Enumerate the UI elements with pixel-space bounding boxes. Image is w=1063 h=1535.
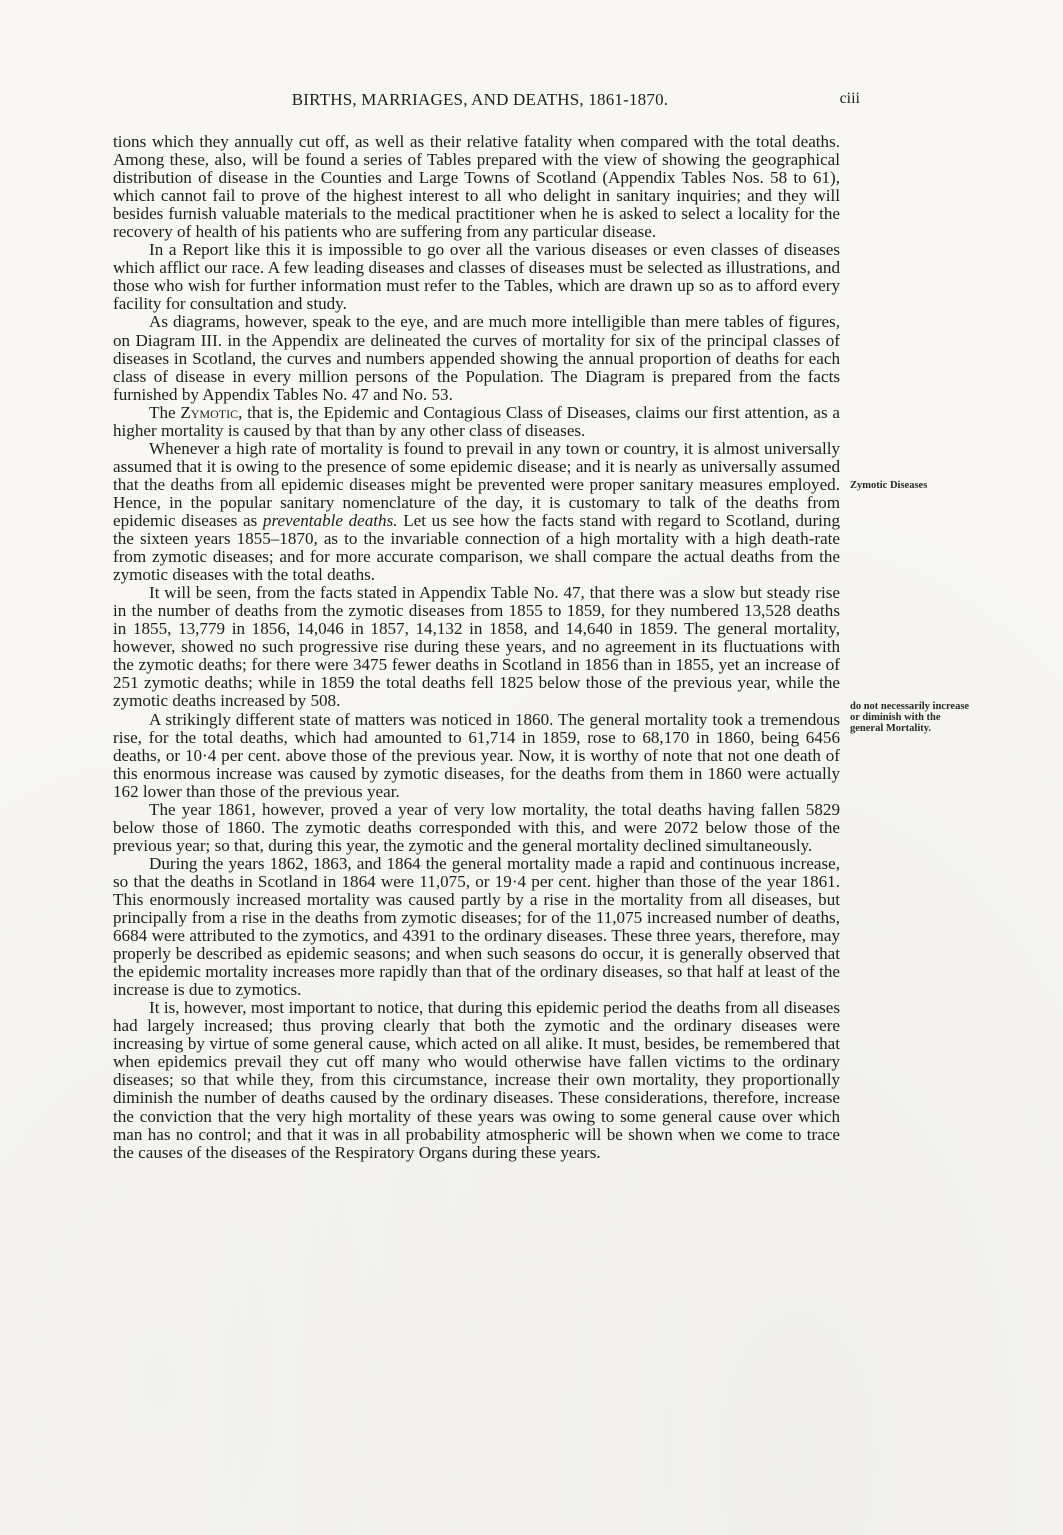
paragraph-4-lead: The: [149, 402, 176, 422]
preventable-deaths-term: preventable deaths.: [262, 510, 398, 530]
page-header: [110, 90, 860, 114]
paragraph-6: It will be seen, from the facts stated in Appendix Table No. 47, that there was a slow but steady rise in the number of deaths from the zymotic diseases from 1855 to 1859, for they numbered 13,528 deaths in 1855, 13,779 in 1856, 14,046 in 1857, 14,132 in 1858, and 14,640 in 1859. The general mortality, however, showed no such progressive rise during these years, and no agreement in its fluctuations with the zymotic deaths; for there were 3475 fewer deaths in Scotland in 1856 than in 1855, yet an increase of 251 zymotic deaths; while in 1859 the total deaths fell 1825 below those of the previous year, while the zymotic deaths increased by 508.: [113, 583, 840, 711]
paragraph-4-rest: , that is, the Epidemic and Contagious Class of Diseases, claims our first attention, as a higher mortality is caused by that than by any other class of diseases.: [113, 402, 840, 440]
paragraph-10: It is, however, most important to notice, that during this epidemic period the deaths from all diseases had largely increased; thus proving clearly that both the zymotic and the ordinary diseases were increasing by virtue of some general cause, which acted on all alike. It must, besides, be remembered that when epidemics prevail they cut off many who would otherwise have fallen victims to the ordinary diseases; so that while they, from this circumstance, increase their own mortality, they proportionally diminish the number of deaths caused by the ordinary diseases. These considerations, therefore, increase the conviction that the very high mortality of these years was owing to some general cause over which man has no control; and that it was in all probability atmospheric will be shown when we come to trace the causes of the diseases of the Respiratory Organs during these years.: [113, 998, 840, 1162]
paragraph-5-rest: Let us see how the facts stand with regard to Scotland, during the sixteen years 1855–1870, as to the invariable connection of a high mortality with a high death-rate from zymotic diseases; and for more accurate comparison, we shall compare the actual deaths from the zymotic diseases with the total deaths.: [113, 510, 841, 585]
body-text: [113, 133, 840, 1162]
paragraph-5-lead: Whenever a high rate of mortality is found to prevail in any town or country, it is almost universally assumed that it is owing to the presence of some epidemic disease; and it is nearly as universally assumed that the deaths from all epidemic diseases might be prevented were proper sanitary measures employed. Hence, in the popular sanitary nomenclature of the day, it is customary to talk of the deaths from epidemic diseases as: [113, 438, 840, 530]
margin-note-zymotic: Zymotic Diseases: [850, 480, 928, 491]
zymotic-term: Zymotic: [180, 402, 239, 422]
paragraph-3: As diagrams, however, speak to the eye, and are much more intelligible than mere tables of figures, on Diagram III. in the Appendix are delineated the curves of mortality for six of the principal classes of diseases in Scotland, the curves and numbers appended showing the annual proportion of deaths for each class of disease in every million persons of the Population. The Diagram is prepared from the facts furnished by Appendix Tables No. 47 and No. 53.: [113, 312, 840, 404]
paragraph-4: [113, 404, 840, 440]
paragraph-9: During the years 1862, 1863, and 1864 the general mortality made a rapid and continuous increase, so that the deaths in Scotland in 1864 were 11,075, or 19·4 per cent. higher than those of the year 1861. This enormously increased mortality was caused partly by a rise in the mortality from all diseases, but principally from a rise in the deaths from zymotic diseases; for of the 11,075 increased number of deaths, 6684 were attributed to the zymotics, and 4391 to the ordinary diseases. These three years, therefore, may properly be described as epidemic seasons; and when such seasons do occur, it is generally observed that the epidemic mortality increases more rapidly than that of the ordinary diseases, so that half at least of the increase is due to zymotics.: [113, 853, 840, 1000]
paragraph-2: In a Report like this it is impossible to go over all the various diseases or even classes of diseases which afflict our race. A few leading diseases and classes of diseases must be selected as illustrations, and those who wish for further information must refer to the Tables, which are drawn up so as to afford every facility for consultation and study.: [113, 240, 840, 314]
paragraph-8: The year 1861, however, proved a year of very low mortality, the total deaths having fallen 5829 below those of 1860. The zymotic deaths corresponded with this, and were 2072 below those of the previous year; so that, during this year, the zymotic and the general mortality declined simultaneously.: [113, 799, 840, 855]
running-title: BIRTHS, MARRIAGES, AND DEATHS, 1861-1870.: [291, 90, 669, 109]
margin-note-mortality: do not necessarily increase or diminish with the general Mortality.: [850, 701, 970, 734]
page-number: ciii: [839, 90, 860, 107]
paragraph-1: tions which they annually cut off, as well as their relative fatality when compared with the total deaths. Among these, also, will be found a series of Tables prepared with the view of showing the geographical distribution of disease in the Counties and Large Towns of Scotland (Appendix Tables Nos. 58 to 61), which cannot fail to prove of the highest interest to all who delight in sanitary inquiries; and they will besides furnish valuable materials to the medical practitioner when he is asked to select a locality for the recovery of health of his patients who are suffering from any particular disease.: [113, 132, 840, 242]
paragraph-5: [113, 440, 840, 584]
paragraph-7: A strikingly different state of matters was noticed in 1860. The general mortality took a tremendous rise, for the total deaths, which had amounted to 61,714 in 1859, rose to 68,170 in 1860, being 6456 deaths, or 10·4 per cent. above those of the previous year. Now, it is worthy of note that not one death of this enormous increase was caused by zymotic diseases, for the deaths from them in 1860 were actually 162 lower than those of the previous year.: [113, 709, 840, 801]
